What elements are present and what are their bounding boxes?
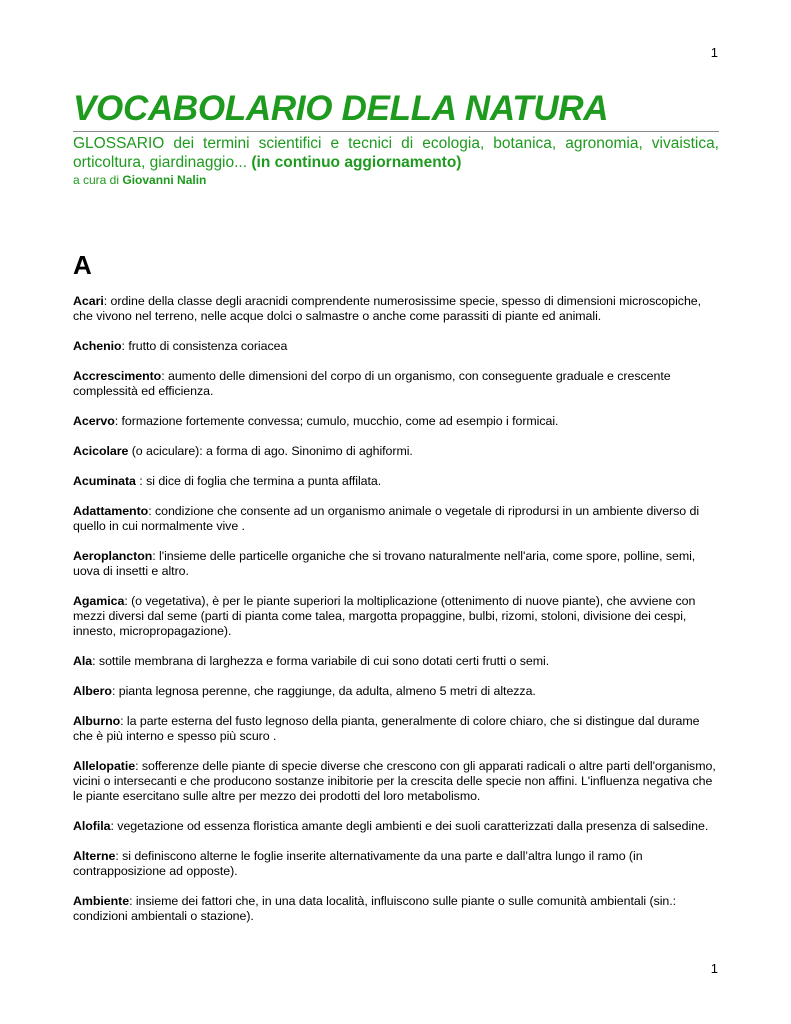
entry-definition: (o aciculare): a forma di ago. Sinonimo di aghiformi. [128,444,413,458]
entry-definition: : ordine della classe degli aracnidi comprendente numerosissime specie, spesso di dimensioni microscopiche, che vivono nel terreno, nelle acque dolci o salmastre o anche come parassiti di piante ed animali. [73,294,702,323]
subtitle-text: GLOSSARIO dei termini scientifici e tecnici di ecologia, botanica, agronomia, vivaistica, orticoltura, giardinaggio... [73,135,719,171]
entry-definition: : la parte esterna del fusto legnoso della pianta, generalmente di colore chiaro, che si distingue dal durame che è più interno e spesso più scuro . [73,714,700,743]
entry-term: Ala [73,654,93,668]
entry-definition: : insieme dei fattori che, in una data località, influiscono sulle piante o sulle comunità ambientali (sin.: condizioni ambientali o stazione). [73,894,677,923]
entry-definition: : formazione fortemente convessa; cumulo, mucchio, come ad esempio i formicai. [114,414,559,428]
glossary-entry [73,294,719,324]
glossary-entry [73,474,719,489]
glossary-entry [73,414,719,429]
entry-definition: : si definiscono alterne le foglie inserite alternativamente da una parte e dall’altra lungo il ramo (in contrapposizione ad opposte). [73,849,643,878]
entry-term: Albero [73,684,112,698]
glossary-entry [73,819,719,834]
glossary-entry [73,714,719,744]
document-title: VOCABOLARIO DELLA NATURA [73,88,719,132]
entry-definition: : condizione che consente ad un organismo animale o vegetale di riprodursi in un ambiente diverso di quello in cui normalmente vive . [73,504,700,533]
glossary-entry [73,894,719,924]
entry-term: Alofila [73,819,111,833]
glossary-entry [73,444,719,459]
glossary-entry [73,654,719,669]
glossary-entry [73,504,719,534]
entry-term: Agamica [73,594,125,608]
glossary-entry [73,339,719,354]
glossary-entry [73,594,719,639]
entry-term: Acari [73,294,104,308]
entry-term: Achenio [73,339,122,353]
entry-term: Ambiente [73,894,130,908]
page-number-bottom: 1 [710,961,718,976]
entry-definition: : sottile membrana di larghezza e forma variabile di cui sono dotati certi frutti o semi. [92,654,550,668]
entry-term: Adattamento [73,504,149,518]
entry-term: Aeroplancton [73,549,153,563]
entry-definition: : vegetazione od essenza floristica amante degli ambienti e dei suoli caratterizzati dalla presenza di salsedine. [110,819,709,833]
entry-definition: : sofferenze delle piante di specie diverse che crescono con gli apparati radicali o altre parti dell'organismo, vicini o intersecanti e che producono sostanze inibitorie per la crescita delle specie non affini. L'influenza negativa che le piante esercitano sulle altre per mezzo dei prodotti del loro metabolismo. [73,759,716,803]
entry-definition: : frutto di consistenza coriacea [121,339,288,353]
glossary-entry [73,849,719,879]
subtitle-update-note: (in continuo aggiornamento) [251,154,462,171]
entry-term: Acuminata [73,474,136,488]
entry-term: Alterne [73,849,116,863]
glossary-entry [73,759,719,804]
document-body [73,88,719,939]
section-letter-heading: A [73,250,92,280]
document-subtitle [73,134,719,172]
glossary-entry [73,684,719,699]
glossary-entries [73,294,719,924]
entry-definition: : l'insieme delle particelle organiche che si trovano naturalmente nell'aria, come spore, polline, semi, uova di insetti e altro. [73,549,696,578]
curator-prefix: a cura di [73,173,123,187]
glossary-entry [73,549,719,579]
page-number-top: 1 [710,45,718,60]
entry-definition: : aumento delle dimensioni del corpo di un organismo, con conseguente graduale e crescente complessità ed efficienza. [73,369,671,398]
entry-term: Acicolare [73,444,129,458]
entry-term: Acervo [73,414,115,428]
entry-definition: : pianta legnosa perenne, che raggiunge, da adulta, almeno 5 metri di altezza. [111,684,536,698]
entry-definition: : (o vegetativa), è per le piante superiori la moltiplicazione (ottenimento di nuove piante), che avviene con mezzi diversi dal seme (parti di pianta come talea, margotta propaggine, bulbi, rizomi, stoloni, divisione dei cespi, innesto, micropropagazione). [73,594,696,638]
glossary-entry [73,369,719,399]
curator-name: Giovanni Nalin [122,173,207,187]
entry-term: Alburno [73,714,121,728]
entry-term: Allelopatie [73,759,136,773]
entry-definition: : si dice di foglia che termina a punta affilata. [135,474,382,488]
curator-line [73,173,719,188]
entry-term: Accrescimento [73,369,162,383]
